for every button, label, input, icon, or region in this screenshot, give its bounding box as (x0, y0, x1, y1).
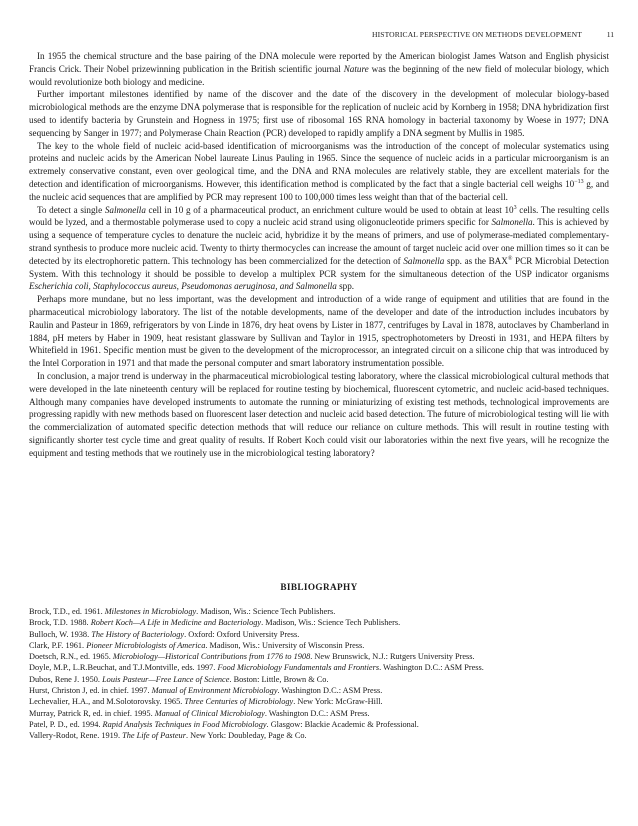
text-run: Bulloch, W. 1938. (29, 629, 92, 639)
text-run: . New Brunswick, N.J.: Rutgers University Press. (310, 652, 475, 662)
text-run: was the beginning of the new field of molecular biology, which would revolutionize both biology and medicine. (29, 63, 609, 87)
body-text (29, 50, 609, 460)
paragraph (29, 88, 609, 139)
page-number: 11 (606, 30, 614, 39)
bibliography-entry (29, 617, 619, 628)
text-run: Patel, P. D., ed. 1994. (29, 719, 103, 729)
text-run: . Oxford: Oxford University Press. (184, 629, 300, 639)
bibliography-entry (29, 730, 619, 741)
text-run: To detect a single (37, 204, 105, 215)
italic-text: Salmonella (104, 204, 146, 215)
text-run: . Madison, Wis.: Science Tech Publishers. (261, 618, 401, 628)
text-run: PCR Microbial Detection System. With this technology it should be possible to develop a multiplex PCR system for the simultaneous detection of the USP indicator organisms (29, 255, 609, 279)
text-run: spp. (336, 281, 355, 292)
running-title: HISTORICAL PERSPECTIVE ON METHODS DEVELOPMENT (372, 30, 582, 39)
text-run: . New York: Doubleday, Page & Co. (185, 731, 307, 741)
italic-text: Rapid Analysis Techniques in Food Microbiology (102, 719, 267, 729)
text-run: Further important milestones identified by name of the discover and the date of the discovery in the development of molecular biology-based microbiological methods are the enzyme DNA polymerase that is responsible for the replication of nucleic acid by Kornberg in 1958; DNA hybridization first used to identify bacteria by Grunstein and Hogness in 1975; first use of ribosomal 16S RNA homology in bacterial taxonomy by Woese in 1977; DNA sequencing by Sanger in 1977; and Polymerase Chain Reaction (PCR) developed to rapidly amplify a DNA segment by Mullis in 1985. (29, 89, 609, 138)
italic-text: Nature (343, 63, 369, 74)
text-run: . Washington D.C.: ASM Press. (264, 708, 370, 718)
italic-text: Salmonella (491, 217, 533, 228)
text-run: Hurst, Christon J, ed. in chief. 1997. (29, 685, 152, 695)
italic-text: Manual of Clinical Microbiology (154, 708, 265, 718)
superscript: −13 (574, 178, 584, 185)
italic-text: Louis Pasteur—Free Lance of Science (102, 674, 230, 684)
text-run: Doyle, M.P., L.R.Beuchat, and T.J.Montville, eds. 1997. (29, 663, 218, 673)
text-run: Clark, P.F. 1961. (29, 640, 87, 650)
italic-text: Salmonella (403, 255, 445, 266)
running-header (0, 30, 638, 44)
bibliography-entry (29, 629, 619, 640)
text-run: . Washington D.C.: ASM Press. (379, 663, 484, 673)
superscript: 3 (513, 204, 517, 211)
text-run: . Madison, Wis.: University of Wisconsin Press. (205, 640, 365, 650)
italic-text: Pioneer Microbiologists of America (86, 640, 206, 650)
text-run: g, and the nucleic acid sequences that are amplified by PCR may represent 100 to 100,000 times less weight than that of the bacterial cell. (29, 178, 609, 202)
bibliography-entry (29, 651, 619, 662)
text-run: The key to the whole field of nucleic acid-based identification of microorganisms was the introduction of the concept of molecular systematics using proteins and nucleic acids by the American Nobel laureate Linus Pauling in 1965. Since the sequence of nucleic acids in a particular microorganism is an extremely conservative constant, even over geological time, and the DNA and RNA molecules are relatively stable, they are excellent materials for the detection and identification of microorganisms. However, this identification method is complicated by the fact that a single bacterial cell weighs 10 (29, 140, 609, 189)
bibliography-entry (29, 606, 619, 617)
bibliography-entry (29, 662, 619, 673)
italic-text: The Life of Pasteur (122, 731, 186, 741)
text-run: . New York: McGraw-Hill. (293, 697, 383, 707)
bibliography-list (29, 606, 619, 741)
text-run: Doetsch, R.N., ed. 1965. (29, 652, 113, 662)
text-run: Dubos, Rene J. 1950. (29, 674, 103, 684)
bibliography-entry (29, 640, 619, 651)
text-run: . This is achieved by using a sequence of temperature cycles to denature the nucleic acid, hybridize it by the means of primers, and use of polymerase-mediated complementary-strand synthesis to produce more nucleic acid. Twenty to thirty thermocycles can increase the amount of target nucleic acid over one million times so it can be detected by its electrophoretic pattern. This technology has been commercialized for the detection of (29, 217, 609, 266)
text-run: Lechevalier, H.A., and M.Solotorovsky. 1965. (29, 697, 185, 707)
bibliography-heading: BIBLIOGRAPHY (280, 582, 358, 592)
text-run: Vallery-Rodot, Rene. 1919. (29, 731, 123, 741)
paragraph (29, 204, 609, 294)
text-run: . Madison, Wis.: Science Tech Publishers. (196, 607, 336, 616)
superscript: ® (507, 255, 513, 262)
italic-text: Milestones in Microbiology (104, 607, 197, 616)
bibliography-entry (29, 674, 619, 685)
italic-text: Three Centuries of Microbiology (184, 697, 294, 707)
text-run: Brock, T.D., ed. 1961. (29, 607, 105, 616)
italic-text: Manual of Environment Microbiology (151, 685, 278, 695)
italic-text: Robert Koch—A Life in Medicine and Bacteriology (90, 618, 262, 628)
text-run: . Glasgow: Blackie Academic & Professional. (266, 719, 419, 729)
text-run: cells. The resulting cells would be lyzed, and a thermostable polymerase used to copy a nucleic acid strand using oligonucleotide primers specific for (29, 204, 609, 228)
text-run: Brock, T.D. 1988. (29, 618, 91, 628)
text-run: . Washington D.C.: ASM Press. (277, 685, 383, 695)
paragraph (29, 370, 609, 460)
italic-text: Microbiology—Historical Contributions from 1776 to 1908 (112, 652, 311, 662)
text-run: cell in 10 g of a pharmaceutical product, an enrichment culture would be used to obtain at least 10 (145, 204, 514, 215)
bibliography-entry (29, 685, 619, 696)
text-run: . Boston: Little, Brown & Co. (229, 674, 329, 684)
text-run: In conclusion, a major trend is underway in the pharmaceutical microbiological testing laboratory, where the classical microbiological cultural methods that were developed in the late nineteenth century will be replaced for routine testing by biochemical, fluorescent cytometric, and nucleic acid-based techniques. Although many companies have developed instruments to automate the running or miniaturizing of existing test methods, technological improvements are progressing rapidly with new methods based on fluorescent laser detection and nucleic acid based detection. The future of microbiological testing will lie with the commercialization of automated specific detection methods that will reduce our reliance on culture methods. This will result in routine testing with significantly shorter test cycle time and great quality of results. If Robert Koch could visit our laboratories within the next five years, will he recognize the equipment and testing methods that we routinely use in the microbiological testing laboratory? (29, 370, 609, 458)
paragraph (29, 140, 609, 204)
bibliography-entry (29, 719, 619, 730)
italic-text: Food Microbiology Fundamentals and Frontiers (217, 663, 380, 673)
bibliography-entry (29, 708, 619, 719)
bibliography-entry (29, 696, 619, 707)
text-run: Perhaps more mundane, but no less important, was the development and introduction of a wide range of equipment and utilities that are found in the pharmaceutical microbiology laboratory. The list of the notable developments, name of the developer and date of the introduction includes incubators by Raulin and Pasteur in 1869, refrigerators by von Linde in 1876, dry heat ovens by Lister in 1877, centrifuges by Laval in 1878, autoclaves by Chamberland in 1884, pH meters by Haber in 1909, heat resistant glassware by Sullivan and Taylor in 1915, spectrophotometers by Dreosti in 1931, and HEPA filters by Whitefield in 1961. Specific mention must be given to the development of the microprocessor, an integrated circuit on a silicone chip that was introduced by the Intel Corporation in 1971 and that made the personal computer and smart laboratory instrumentation possible. (29, 294, 609, 369)
paragraph (29, 293, 609, 370)
italic-text: The History of Bacteriology (91, 629, 185, 639)
text-run: Murray, Patrick R, ed. in chief. 1995. (29, 708, 155, 718)
paragraph (29, 50, 609, 88)
text-run: In 1955 the chemical structure and the base pairing of the DNA molecule were reported by the American biologist James Watson and English physicist Francis Crick. Their Nobel prizewinning publication in the British scientific journal (29, 51, 609, 74)
text-run: spp. as the BAX (444, 255, 508, 266)
italic-text: Escherichia coli, Staphylococcus aureus, Pseudomonas aeruginosa, and Salmonella (29, 281, 337, 292)
